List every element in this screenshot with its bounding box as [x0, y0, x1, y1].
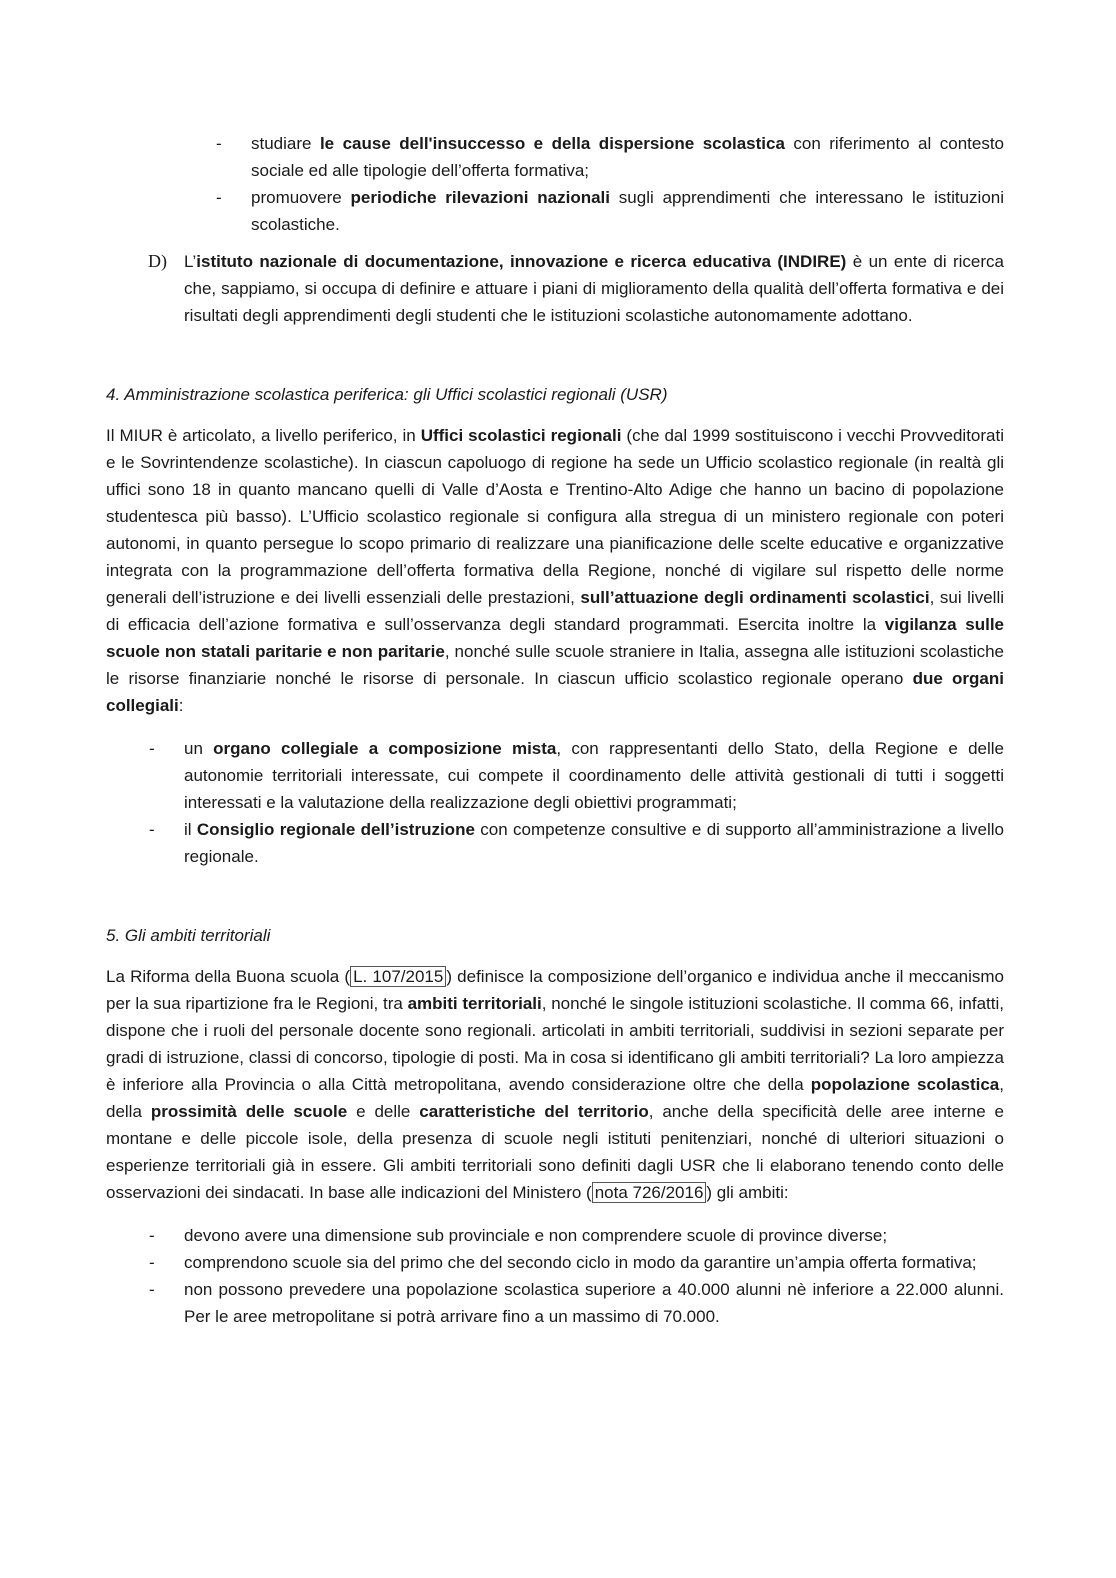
dash-bullet: -	[216, 134, 222, 153]
item-marker: D)	[148, 251, 167, 271]
list-item: - promuovere periodiche rilevazioni nazionali sugli apprendimenti che interessano le istituzioni scolastiche.	[251, 184, 1004, 238]
section-5-heading: 5. Gli ambiti territoriali	[106, 926, 271, 945]
item-d-indire: D) L’istituto nazionale di documentazione, innovazione e ricerca educativa (INDIRE) è un ente di ricerca che, sappiamo, si occupa di definire e attuare i piani di miglioramento della qualità dell’offerta formativa e dei risultati degli apprendimenti degli studenti che le istituzioni scolastiche autonomamente adottano.	[106, 248, 1004, 329]
list-item: - un organo collegiale a composizione mista, con rappresentanti dello Stato, della Regione e delle autonomie territoriali interessate, cui compete il coordinamento delle attività gestionali di tutti i soggetti interessati e la valutazione della realizzazione degli obiettivi programmati;	[184, 735, 1004, 816]
list-item: - comprendono scuole sia del primo che del secondo ciclo in modo da garantire un’ampia offerta formativa;	[184, 1249, 1004, 1276]
nota-reference-link[interactable]: nota 726/2016	[592, 1182, 707, 1203]
section-5-paragraph: La Riforma della Buona scuola ( L. 107/2015 ) definisce la composizione dell’organico e individua anche il meccanismo per la sua ripartizione fra le Regioni, tra ambiti territoriali, nonché le singole istituzioni scolastiche. Il comma 66, infatti, dispone che i ruoli del personale docente sono regionali. articolati in ambiti territoriali, suddivisi in sezioni separate per gradi di istruzione, classi di concorso, tipologie di posti. Ma in cosa si identificano gli ambiti territoriali? La loro ampiezza è inferiore alla Provincia o alla Città metropolitana, avendo considerazione oltre che della popolazione scolastica, della prossimità delle scuole e delle caratteristiche del territorio, anche della specificità delle aree interne e montane e delle piccole isole, della presenza di scuole negli istituti penitenziari, nonché di ulteriori situazioni o esperienze territoriali già in essere. Gli ambiti territoriali sono definiti dagli USR che li elaborano tenendo conto delle osservazioni dei sindacati. In base alle indicazioni del Ministero ( nota 726/2016 ) gli ambiti:	[106, 967, 1005, 1202]
section-4-heading: 4. Amministrazione scolastica periferica: gli Uffici scolastici regionali (USR)	[106, 385, 668, 404]
dash-bullet: -	[149, 1280, 155, 1299]
dash-bullet: -	[149, 739, 155, 758]
section-4-list	[149, 735, 1004, 870]
list-item: - devono avere una dimensione sub provinciale e non comprendere scuole di province diverse;	[184, 1222, 1004, 1249]
dash-bullet: -	[149, 820, 155, 839]
dash-bullet: -	[149, 1226, 155, 1245]
dash-bullet: -	[216, 188, 222, 207]
law-reference-link[interactable]: L. 107/2015	[350, 966, 446, 987]
section-5-list	[149, 1222, 1004, 1330]
list-item: - il Consiglio regionale dell’istruzione con competenze consultive e di supporto all’amministrazione a livello regionale.	[184, 816, 1004, 870]
list-item: - studiare le cause dell'insuccesso e della dispersione scolastica con riferimento al contesto sociale ed alle tipologie dell’offerta formativa;	[251, 130, 1004, 184]
document-page	[106, 130, 1004, 1330]
bullet-list-top	[216, 130, 1005, 238]
dash-bullet: -	[149, 1253, 155, 1272]
list-item: - non possono prevedere una popolazione scolastica superiore a 40.000 alunni nè inferiore a 22.000 alunni. Per le aree metropolitane si potrà arrivare fino a un massimo di 70.000.	[184, 1276, 1004, 1330]
section-4-paragraph: Il MIUR è articolato, a livello periferico, in Uffici scolastici regionali (che dal 1999 sostituiscono i vecchi Provveditorati e le Sovrintendenze scolastiche). In ciascun capoluogo di regione ha sede un Ufficio scolastico regionale (in realtà gli uffici sono 18 in quanto mancano quelli di Valle d’Aosta e Trentino-Alto Adige che hanno un bacino di popolazione studentesca più basso). L’Ufficio scolastico regionale si configura alla stregua di un ministero regionale con poteri autonomi, in quanto persegue lo scopo primario di realizzare una pianificazione delle scelte educative e organizzative integrata con la programmazione dell’offerta formativa della Regione, nonché di vigilare sul rispetto delle norme generali dell’istruzione e dei livelli essenziali delle prestazioni, sull’attuazione degli ordinamenti scolastici, sui livelli di efficacia dell’azione formativa e sull’osservanza degli standard programmati. Esercita inoltre la vigilanza sulle scuole non statali paritarie e non paritarie, nonché sulle scuole straniere in Italia, assegna alle istituzioni scolastiche le risorse finanziarie nonché le risorse di personale. In ciascun ufficio scolastico regionale operano due organi collegiali:	[106, 426, 1005, 715]
